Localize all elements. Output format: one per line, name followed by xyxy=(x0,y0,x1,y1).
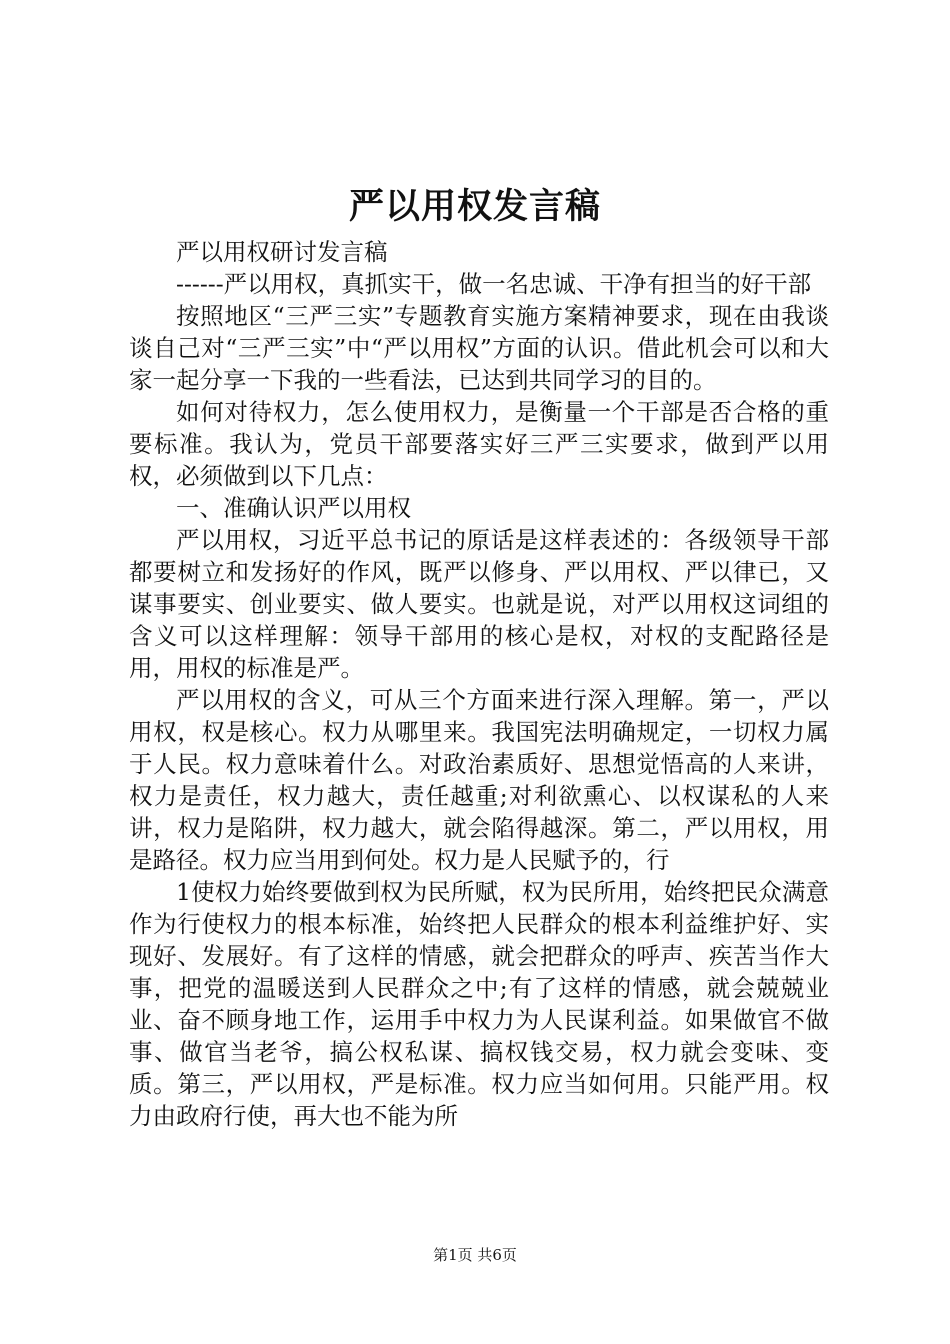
paragraph-continued: 1使权力始终要做到权为民所赋，权为民所用，始终把民众满意作为行使权力的根本标准，始终把人民群众的根本利益维护好、实现好、发展好。有了这样的情感，就会把群众的呼声、疾苦当作大事，把党的温暖送到人民群众之中;有了这样的情感，就会兢兢业业、奋不顾身地工作，运用手中权力为人民谋利益。如果做官不做事、做官当老爷，搞公权私谋、搞权钱交易，权力就会变味、变质。第三，严以用权，严是标准。权力应当如何用。只能严用。权力由政府行使，再大也不能为所 xyxy=(129,878,829,1130)
paragraph-standard: 如何对待权力，怎么使用权力，是衡量一个干部是否合格的重要标准。我认为，党员干部要落实好三严三实要求，做到严以用权，必须做到以下几点： xyxy=(129,398,829,490)
document-body xyxy=(129,236,829,1132)
page-footer: 第1页 共6页 xyxy=(433,1246,517,1264)
paragraph-subtitle: 严以用权研讨发言稿 xyxy=(176,238,388,266)
paragraph-theme: ------严以用权，真抓实干，做一名忠诚、干净有担当的好干部 xyxy=(176,270,812,298)
document-title: 严以用权发言稿 xyxy=(348,186,601,227)
paragraph-quote: 严以用权，习近平总书记的原话是这样表述的：各级领导干部都要树立和发扬好的作风，既严以修身、严以用权、严以律已，又谋事要实、创业要实、做人要实。也就是说，对严以用权这词组的含义可以这样理解：领导干部用的核心是权，对权的支配路径是用，用权的标准是严。 xyxy=(129,526,829,682)
paragraph-meaning: 严以用权的含义，可从三个方面来进行深入理解。第一，严以用权，权是核心。权力从哪里来。我国宪法明确规定，一切权力属于人民。权力意味着什么。对政治素质好、思想觉悟高的人来讲，权力是责任，权力越大，责任越重;对利欲熏心、以权谋私的人来讲，权力是陷阱，权力越大，就会陷得越深。第二，严以用权，用是路径。权力应当用到何处。权力是人民赋予的，行 xyxy=(129,686,829,874)
section-heading-1: 一、准确认识严以用权 xyxy=(176,494,411,522)
paragraph-intro: 按照地区“三严三实”专题教育实施方案精神要求，现在由我谈谈自己对“三严三实”中“严以用权”方面的认识。借此机会可以和大家一起分享一下我的一些看法，已达到共同学习的目的。 xyxy=(129,302,829,394)
